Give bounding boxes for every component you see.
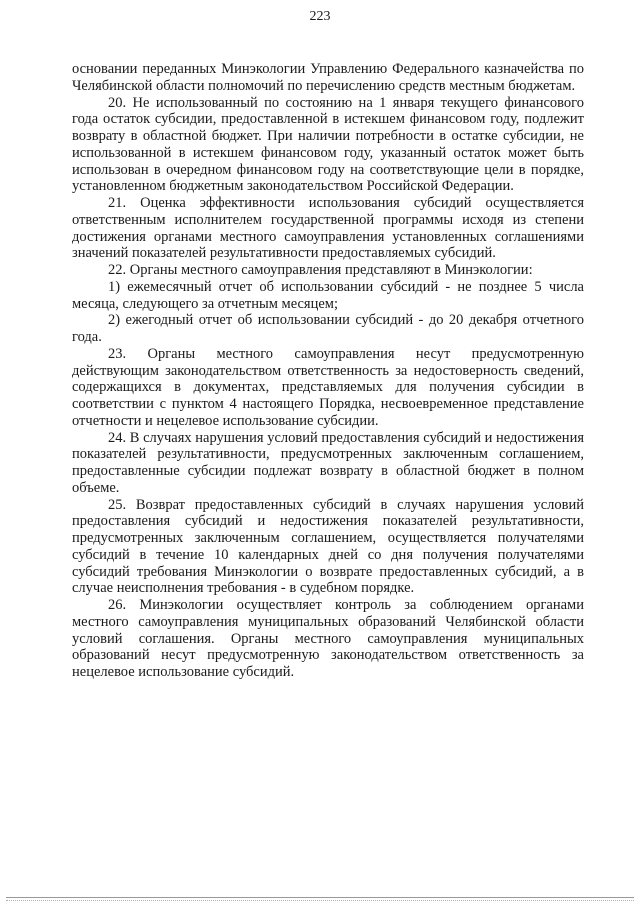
paragraph-25: 25. Возврат предоставленных субсидий в случаях нарушения условий предоставления субсидий и недостижения показателей результативности, предусмотренных заключенным соглашением, осуществляется получателями субсидий в течение 10 календарных дней со дня получения получателями субсидий требования Минэкологии о возврате предоставленных субсидий, а в случае неисполнения требования - в судебном порядке. (72, 496, 584, 597)
paragraph-26: 26. Минэкологии осуществляет контроль за соблюдением органами местного самоуправления муниципальных образований Челябинской области условий соглашения. Органы местного самоуправления муниципальных образований несут предусмотренную законодательством ответственность за нецелевое использование субсидий. (72, 597, 584, 680)
paragraph-20: 20. Не использованный по состоянию на 1 января текущего финансового года остаток субсидии, предоставленной в истекшем финансовом году, подлежит возврату в областной бюджет. При наличии потребности в остатке субсидии, не использованной в истекшем финансовом году, указанный остаток может быть использован в очередном финансовом году на соответствующие цели в порядке, установленном бюджетным законодательством Российской Федерации. (72, 94, 584, 195)
page-number: 223 (309, 9, 331, 24)
scan-edge-line (6, 897, 634, 898)
paragraph-24: 24. В случаях нарушения условий предоставления субсидий и недостижения показателей результативности, предусмотренных заключенным соглашением, предоставленные субсидии подлежат возврату в областной бюджет в полном объеме. (72, 429, 584, 496)
paragraph-22-item-2: 2) ежегодный отчет об использовании субсидий - до 20 декабря отчетного года. (72, 312, 584, 345)
paragraph-21: 21. Оценка эффективности использования субсидий осуществляется ответственным исполнителем государственной программы исходя из степени достижения органами местного самоуправления установленных соглашениями значений показателей результативности предоставляемых субсидий. (72, 195, 584, 262)
paragraph-continuation: основании переданных Минэкологии Управлению Федерального казначейства по Челябинской области полномочий по перечислению средств местным бюджетам. (72, 61, 584, 94)
scan-edge-dots (6, 900, 634, 901)
paragraph-23: 23. Органы местного самоуправления несут предусмотренную действующим законодательством ответственность за недостоверность сведений, содержащихся в документах, представляемых для получения субсидии в соответствии с пунктом 4 настоящего Порядка, несвоевременное представление отчетности и нецелевое использование субсидии. (72, 345, 584, 429)
paragraph-22-item-1: 1) ежемесячный отчет об использовании субсидий - не позднее 5 числа месяца, следующего за отчетным месяцем; (72, 278, 584, 312)
document-body (72, 61, 584, 681)
paragraph-22: 22. Органы местного самоуправления представляют в Минэкологии: (108, 262, 533, 278)
